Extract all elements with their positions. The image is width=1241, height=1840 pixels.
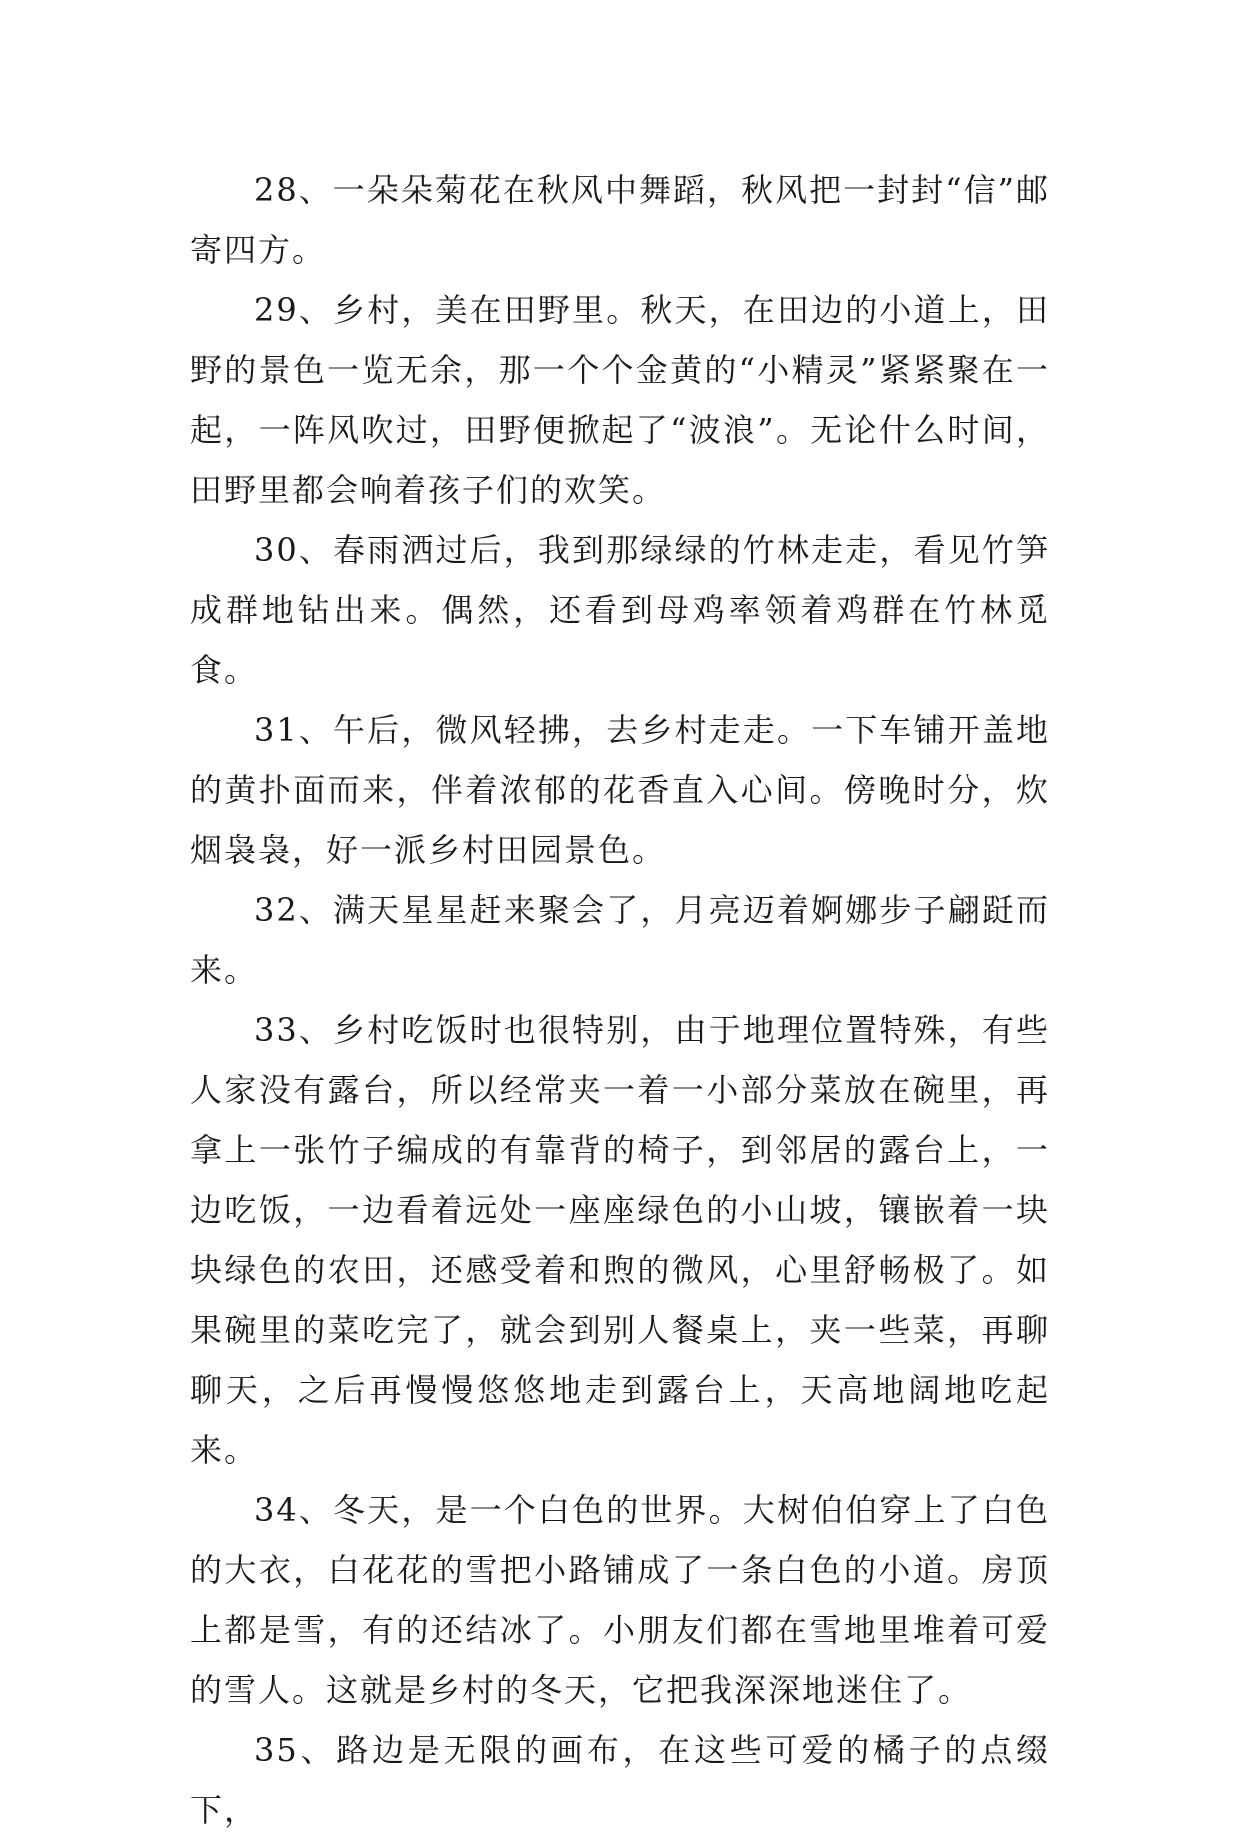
paragraph-28: 28、一朵朵菊花在秋风中舞蹈，秋风把一封封“信”邮寄四方。: [190, 171, 1050, 269]
paragraph-30: 30、春雨洒过后，我到那绿绿的竹林走走，看见竹笋成群地钻出来。偶然，还看到母鸡率领着鸡群在竹林觅食。: [190, 531, 1050, 689]
paragraph-32: 32、满天星星赶来聚会了，月亮迈着婀娜步子翩跹而来。: [190, 891, 1050, 989]
paragraph-33: 33、乡村吃饭时也很特别，由于地理位置特殊，有些人家没有露台，所以经常夹一着一小部分菜放在碗里，再拿上一张竹子编成的有靠背的椅子，到邻居的露台上，一边吃饭，一边看着远处一座座绿色的小山坡，镶嵌着一块块绿色的农田，还感受着和煦的微风，心里舒畅极了。如果碗里的菜吃完了，就会到别人餐桌上，夹一些菜，再聊聊天，之后再慢慢悠悠地走到露台上，天高地阔地吃起来。: [190, 1011, 1050, 1469]
paragraph-35: 35、路边是无限的画布，在这些可爱的橘子的点缀下，: [190, 1731, 1050, 1829]
document-body: [190, 160, 1050, 1840]
paragraph-31: 31、午后，微风轻拂，去乡村走走。一下车铺开盖地的黄扑面而来，伴着浓郁的花香直入心间。傍晚时分，炊烟袅袅，好一派乡村田园景色。: [190, 711, 1050, 869]
paragraph-34: 34、冬天，是一个白色的世界。大树伯伯穿上了白色的大衣，白花花的雪把小路铺成了一条白色的小道。房顶上都是雪，有的还结冰了。小朋友们都在雪地里堆着可爱的雪人。这就是乡村的冬天，它把我深深地迷住了。: [190, 1491, 1050, 1709]
paragraph-29: 29、乡村，美在田野里。秋天，在田边的小道上，田野的景色一览无余，那一个个金黄的“小精灵”紧紧聚在一起，一阵风吹过，田野便掀起了“波浪”。无论什么时间，田野里都会响着孩子们的欢笑。: [190, 291, 1050, 509]
